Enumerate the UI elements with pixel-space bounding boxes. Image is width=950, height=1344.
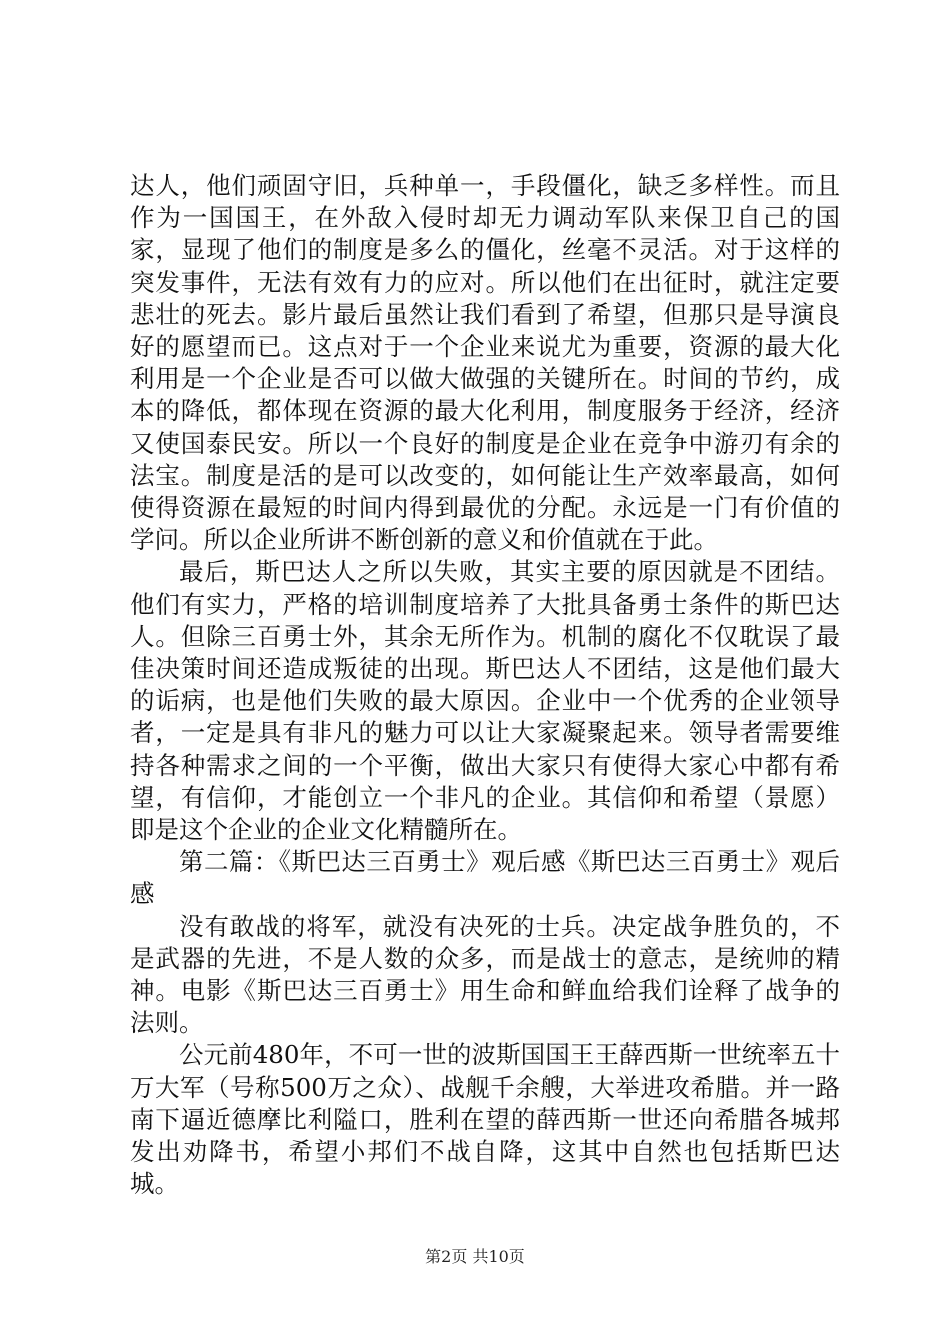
paragraph-history: 公元前480年，不可一世的波斯国国王王薛西斯一世统率五十万大军（号称500万之众）、战舰千余艘，大举进攻希腊。并一路南下逼近德摩比利隘口，胜利在望的薛西斯一世还向希腊各城邦发出劝降书，希望小邦们不战自降，这其中自然也包括斯巴达城。 [130, 1040, 840, 1199]
paragraph-continuation: 达人，他们顽固守旧，兵种单一，手段僵化，缺乏多样性。而且作为一国国王，在外敌入侵时却无力调动军队来保卫自己的国家，显现了他们的制度是多么的僵化，丝毫不灵活。对于这样的突发事件，无法有效有力的应对。所以他们在出征时，就注定要悲壮的死去。影片最后虽然让我们看到了希望，但那只是导演良好的愿望而已。这点对于一个企业来说尤为重要，资源的最大化利用是一个企业是否可以做大做强的关键所在。时间的节约，成本的降低，都体现在资源的最大化利用，制度服务于经济，经济又使国泰民安。所以一个良好的制度是企业在竞争中游刃有余的法宝。制度是活的是可以改变的，如何能让生产效率最高，如何使得资源在最短的时间内得到最优的分配。永远是一门有价值的学问。所以企业所讲不断创新的意义和价值就在于此。 [130, 171, 840, 555]
document-body [130, 170, 840, 1201]
section-heading: 第二篇：《斯巴达三百勇士》观后感《斯巴达三百勇士》观后感 [130, 847, 840, 909]
page-number-footer: 第2页 共10页 [425, 1247, 525, 1266]
paragraph-conclusion: 最后，斯巴达人之所以失败，其实主要的原因就是不团结。他们有实力，严格的培训制度培养了大批具备勇士条件的斯巴达人。但除三百勇士外，其余无所作为。机制的腐化不仅耽误了最佳决策时间还造成叛徒的出现。斯巴达人不团结，这是他们最大的诟病，也是他们失败的最大原因。企业中一个优秀的企业领导者，一定是具有非凡的魅力可以让大家凝聚起来。领导者需要维持各种需求之间的一个平衡，做出大家只有使得大家心中都有希望，有信仰，才能创立一个非凡的企业。其信仰和希望（景愿）即是这个企业的企业文化精髓所在。 [130, 557, 840, 845]
paragraph-intro: 没有敢战的将军，就没有决死的士兵。决定战争胜负的，不是武器的先进，不是人数的众多，而是战士的意志，是统帅的精神。电影《斯巴达三百勇士》用生命和鲜血给我们诠释了战争的法则。 [130, 911, 840, 1038]
